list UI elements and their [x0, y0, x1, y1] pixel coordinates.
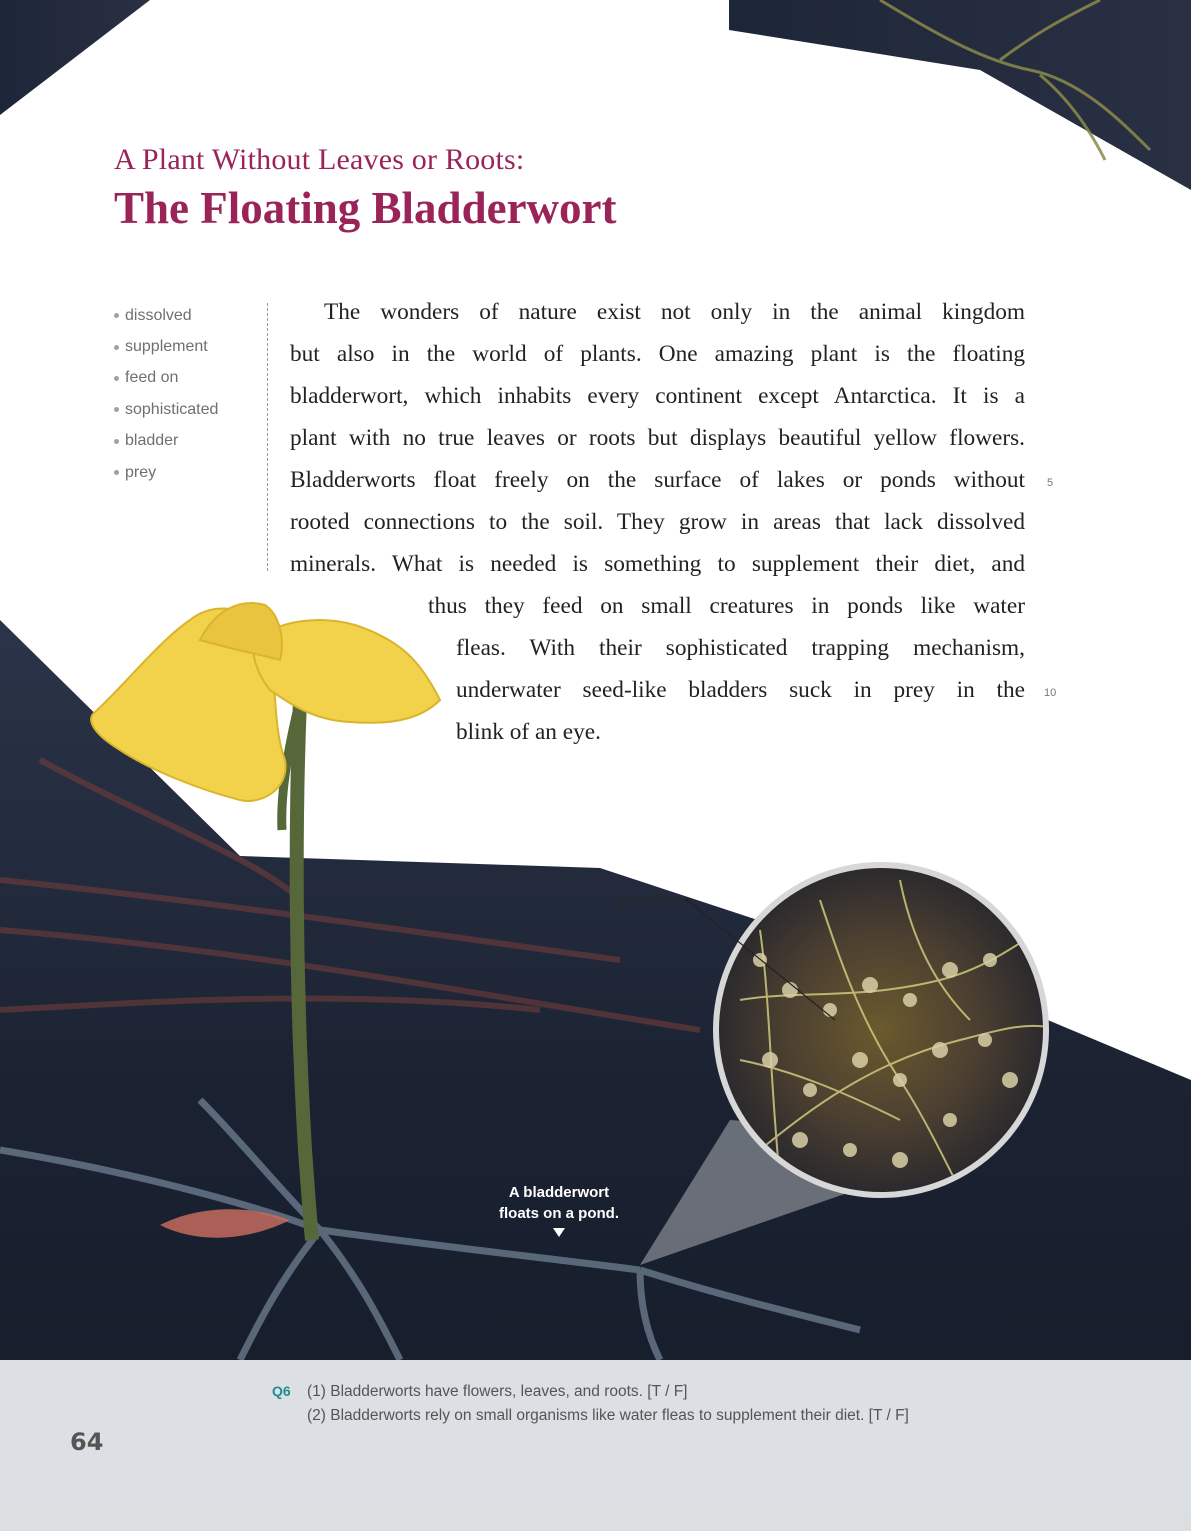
bullet-icon — [114, 470, 119, 475]
bullet-icon — [114, 439, 119, 444]
question-item: (2) Bladderworts rely on small organisms like water fleas to supplement their diet. [T / F] — [307, 1407, 909, 1424]
passage-line: plant with no true leaves or roots but displays beautiful yellow flowers. — [290, 425, 1025, 451]
down-arrow-icon — [553, 1228, 565, 1237]
photo-caption: A bladderwort floats on a pond. — [468, 1182, 650, 1237]
passage-line: fleas. With their sophisticated trapping mechanism, — [456, 635, 1025, 661]
passage-line: but also in the world of plants. One amazing plant is the floating — [290, 341, 1025, 367]
passage-line: blink of an eye. — [456, 719, 601, 745]
vocabulary-list — [114, 300, 218, 488]
question-item: (1) Bladderworts have flowers, leaves, and roots. [T / F] — [307, 1383, 688, 1400]
vocabulary-item: sophisticated — [114, 394, 218, 425]
bullet-icon — [114, 313, 119, 318]
passage-line: rooted connections to the soil. They grow in areas that lack dissolved — [290, 509, 1025, 535]
bladder-callout-label: bladder — [617, 890, 677, 909]
passage-line: Bladderworts float freely on the surface of lakes or ponds without — [290, 467, 1025, 493]
page-number: 64 — [70, 1428, 104, 1456]
vocabulary-item: bladder — [114, 426, 218, 457]
vocabulary-item: feed on — [114, 363, 218, 394]
page-title: The Floating Bladderwort — [114, 183, 617, 233]
bullet-icon — [114, 407, 119, 412]
bullet-icon — [114, 376, 119, 381]
question-label: Q6 — [272, 1383, 291, 1399]
line-number: 5 — [1047, 477, 1054, 489]
passage-line: bladderwort, which inhabits every continent except Antarctica. It is a — [290, 383, 1025, 409]
passage-line: underwater seed-like bladders suck in prey in the — [456, 677, 1025, 703]
vocabulary-divider — [267, 303, 268, 571]
bullet-icon — [114, 345, 119, 350]
passage-line: minerals. What is needed is something to supplement their diet, and — [290, 551, 1025, 577]
subtitle: A Plant Without Leaves or Roots: — [114, 143, 525, 176]
vocabulary-item: supplement — [114, 331, 218, 362]
passage-line: thus they feed on small creatures in ponds like water — [428, 593, 1025, 619]
vocabulary-item: prey — [114, 457, 218, 488]
passage-line: The wonders of nature exist not only in the animal kingdom — [324, 299, 1025, 325]
line-number: 10 — [1044, 687, 1057, 699]
vocabulary-item: dissolved — [114, 300, 218, 331]
